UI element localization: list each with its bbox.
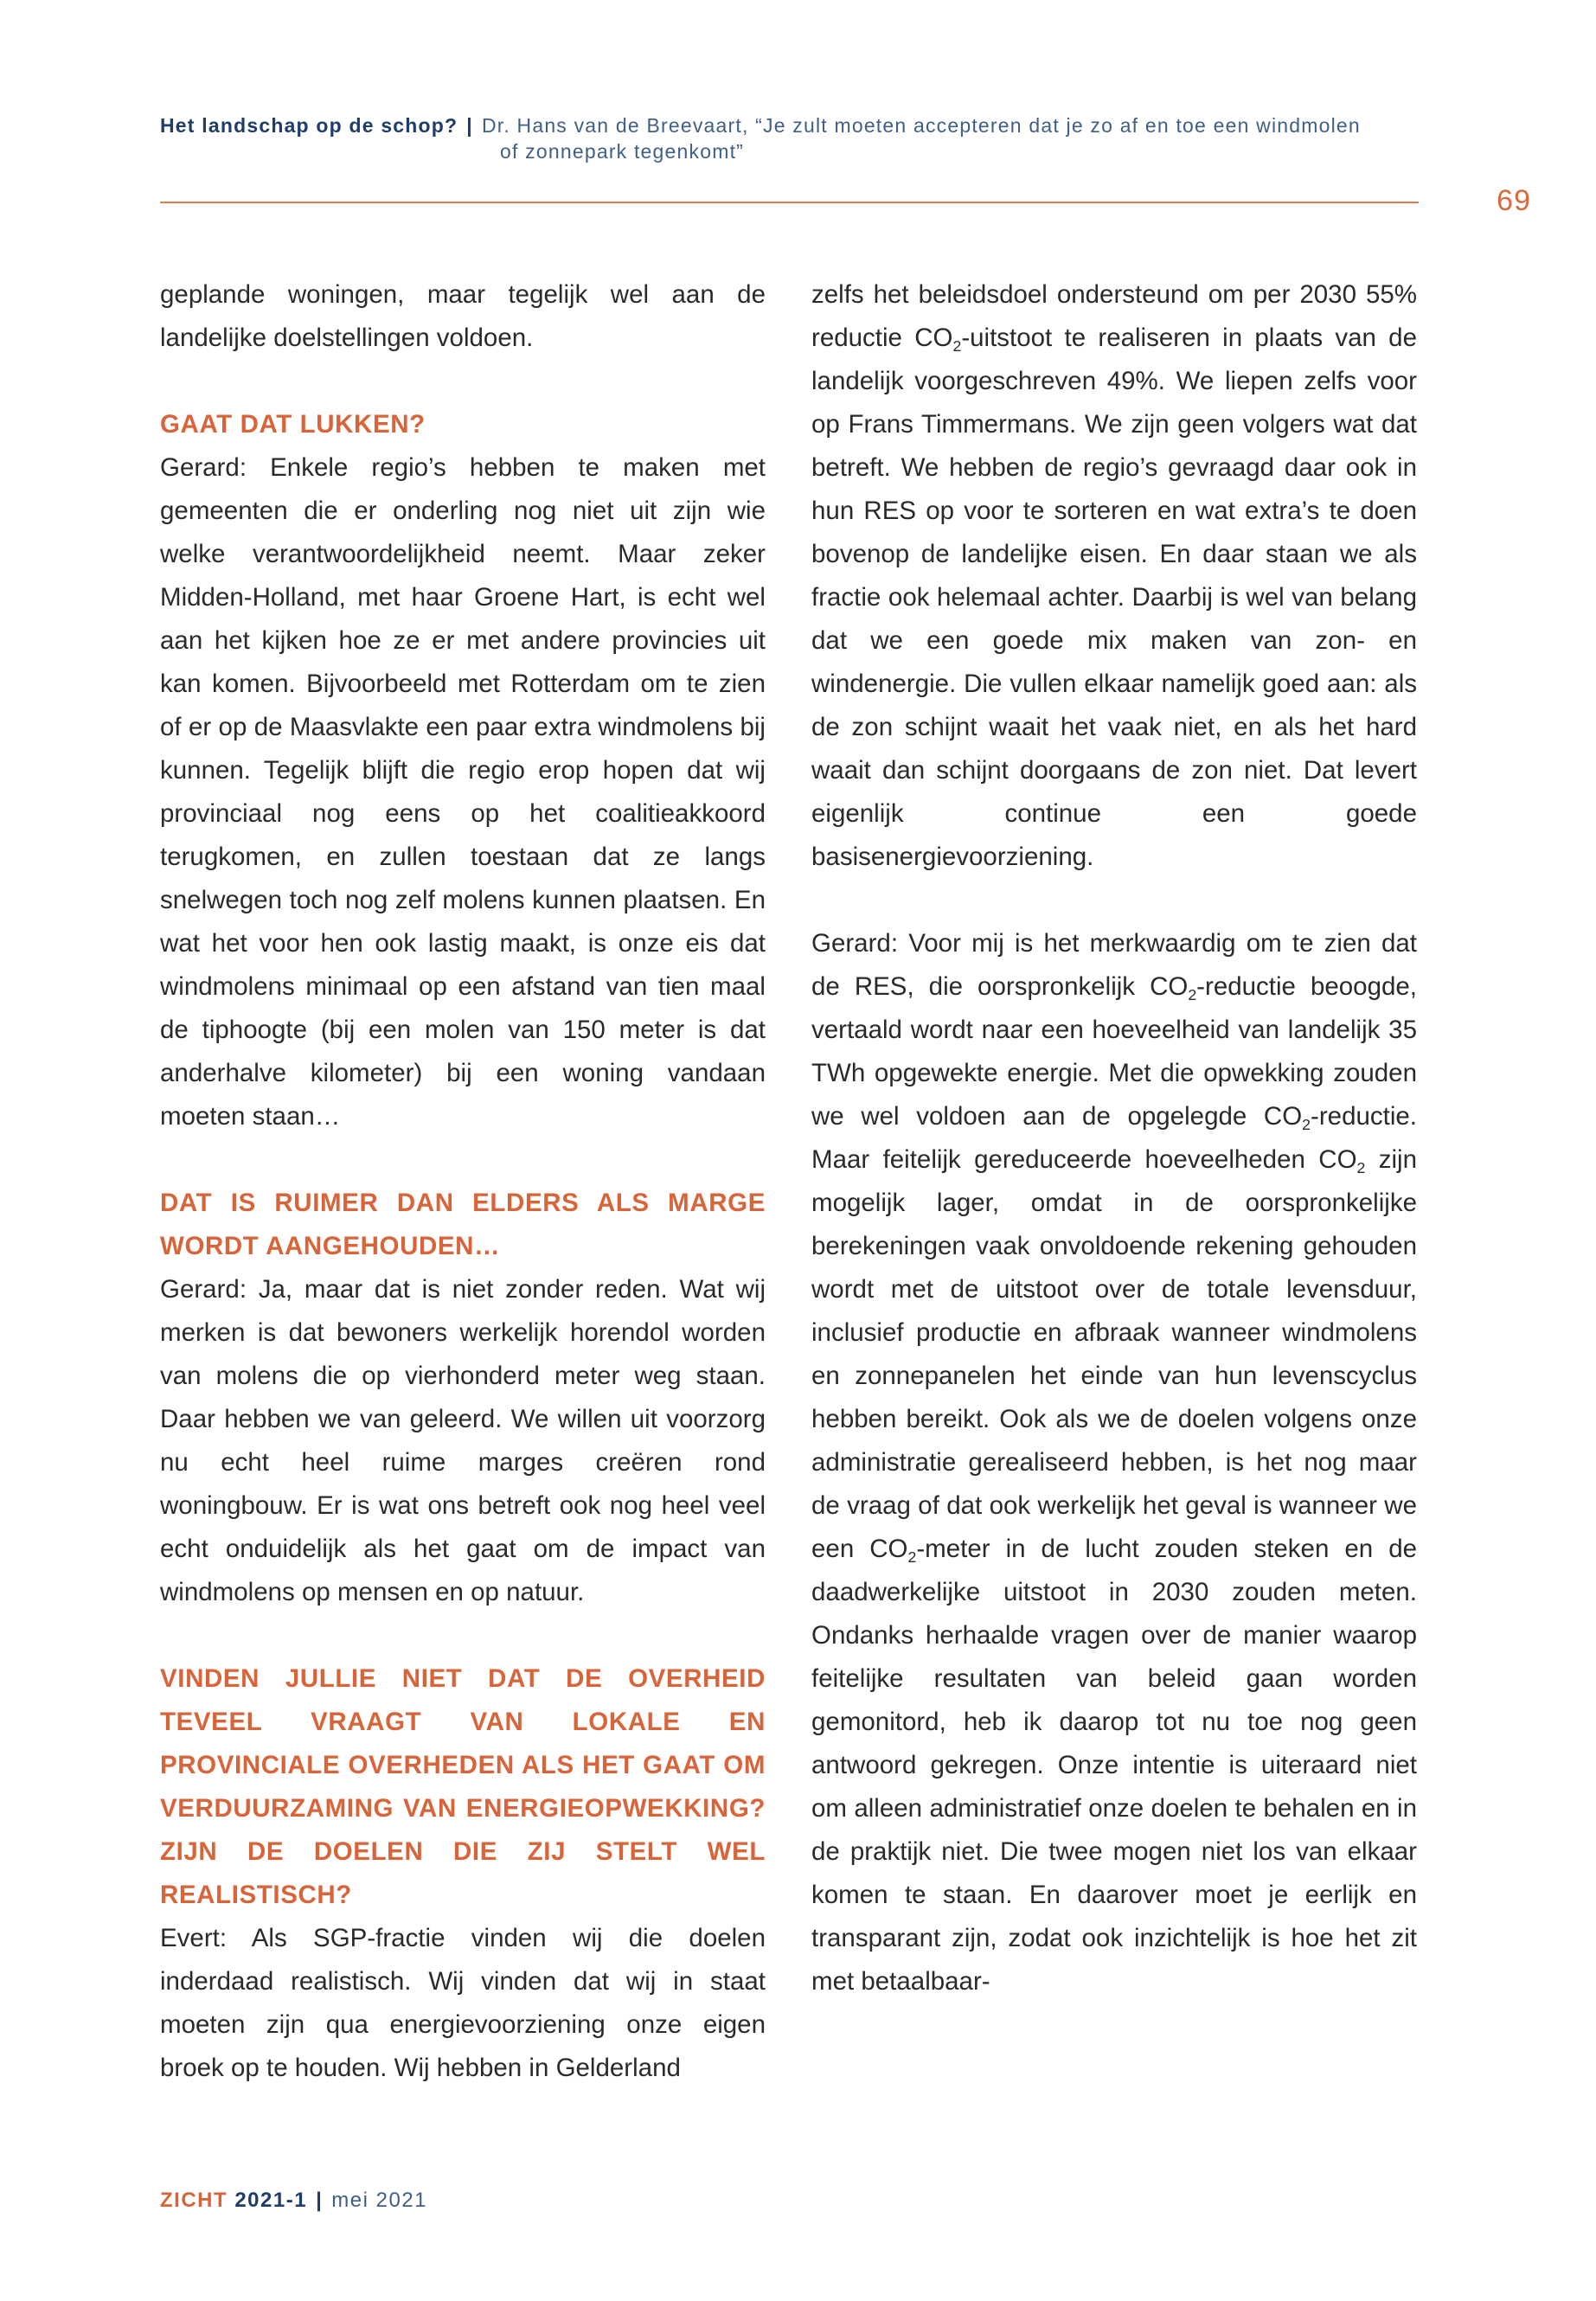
footer xyxy=(160,2189,427,2213)
issue-date: mei 2021 xyxy=(331,2189,428,2212)
header-line-1 xyxy=(160,112,1414,138)
paragraph: Evert: Als SGP-fractie vinden wij die doelen inderdaad realistisch. Wij vinden dat wij in staat moeten zijn qua energievoorziening onze eigen broek op te houden. Wij hebben in Gelderland xyxy=(160,1924,766,2082)
magazine-name: ZICHT xyxy=(160,2189,228,2212)
interview-question: DAT IS RUIMER DAN ELDERS ALS MARGE WORDT AANGEHOUDEN… xyxy=(160,1189,766,1260)
issue-number: 2021-1 xyxy=(234,2189,308,2212)
article-title-line-2: of zonnepark tegenkomt” xyxy=(500,140,745,163)
running-header xyxy=(160,112,1414,164)
page-number: 69 xyxy=(1497,184,1531,217)
paragraph: Gerard: Ja, maar dat is niet zonder reden. Wat wij merken is dat bewoners werkelijk horendol worden van molens die op vierhonderd meter weg staan. Daar hebben we van geleerd. We willen uit voorzorg nu echt heel ruime marges creëren rond woningbouw. Er is wat ons betreft ook nog heel veel echt onduidelijk als het gaat om de impact van windmolens op mensen en op natuur. xyxy=(160,1275,766,1606)
interview-question: VINDEN JULLIE NIET DAT DE OVERHEID TEVEEL VRAAGT VAN LOKALE EN PROVINCIALE OVERHEDEN ALS HET GAAT OM VERDUURZAMING VAN ENERGIEOPWEKKING? ZIJN DE DOELEN DIE ZIJ STELT WEL REALISTISCH? xyxy=(160,1664,766,1909)
footer-separator: | xyxy=(316,2189,324,2212)
article-title: Dr. Hans van de Breevaart, “Je zult moeten accepteren dat je zo af en toe een windmolen xyxy=(481,114,1361,137)
column-left xyxy=(160,273,766,2090)
header-rule xyxy=(160,202,1419,203)
series-title: Het landschap op de schop? xyxy=(160,114,458,137)
paragraph: zelfs het beleidsdoel ondersteund om per 2030 55% reductie $CO_2$-uitstoot te realiseren in plaats van de landelijk voorgeschreven 49%. We liepen zelfs voor op Frans Timmermans. We zijn geen volgers wat dat betreft. We hebben de regio’s gevraagd daar ook in hun RES op voor te sorteren en wat extra’s te doen bovenop de landelijke eisen. En daar staan we als fractie ook helemaal achter. Daarbij is wel van belang dat we een goede mix maken van zon- en windenergie. Die vullen elkaar namelijk goed aan: als de zon schijnt waait het vaak niet, en als het hard waait dan schijnt doorgaans de zon niet. Dat levert eigenlijk continue een goede basisenergievoorziening. xyxy=(811,280,1417,871)
paragraph: Gerard: Enkele regio’s hebben te maken met gemeenten die er onderling nog niet uit zijn wie welke verantwoordelijkheid neemt. Maar zeker Midden-Holland, met haar Groene Hart, is echt wel aan het kijken hoe ze er met andere provincies uit kan komen. Bijvoorbeeld met Rotterdam om te zien of er op de Maasvlakte een paar extra windmolens bij kunnen. Tegelijk blijft die regio erop hopen dat wij provinciaal nog eens op het coalitieakkoord terugkomen, en zullen toestaan dat ze langs snelwegen toch nog zelf molens kunnen plaatsen. En wat het voor hen ook lastig maakt, is onze eis dat windmolens minimaal op een afstand van tien maal de tiphoogte (bij een molen van 150 meter is dat anderhalve kilometer) bij een woning vandaan moeten staan… xyxy=(160,453,766,1131)
paragraph: geplande woningen, maar tegelijk wel aan de landelijke doelstellingen voldoen. xyxy=(160,280,766,352)
interview-question: GAAT DAT LUKKEN? xyxy=(160,410,426,439)
column-right xyxy=(811,273,1417,2003)
header-separator: | xyxy=(466,114,473,137)
paragraph: Gerard: Voor mij is het merkwaardig om te zien dat de RES, die oorspronkelijk $CO_2$-reductie beoogde, vertaald wordt naar een hoeveelheid van landelijk 35 TWh opgewekte energie. Met die opwekking zouden we wel voldoen aan de opgelegde $CO_2$-reductie. Maar feitelijk gereduceerde hoeveelheden $CO_2$ zijn mogelijk lager, omdat in de oorspronkelijke berekeningen vaak onvoldoende rekening gehouden wordt met de uitstoot over de totale levensduur, inclusief productie en afbraak wanneer windmolens en zonnepanelen het einde van hun levenscyclus hebben bereikt. Ook als we de doelen volgens onze administratie gerealiseerd hebben, is het nog maar de vraag of dat ook werkelijk het geval is wanneer we een $CO_2$-meter in de lucht zouden steken en de daadwerkelijke uitstoot in 2030 zouden meten. Ondanks herhaalde vragen over de manier waarop feitelijke resultaten van beleid gaan worden gemonitord, heb ik daarop tot nu toe nog geen antwoord gekregen. Onze intentie is uiteraard niet om alleen administratief onze doelen te behalen en in de praktijk niet. Die twee mogen niet los van elkaar komen te staan. En daarover moet je eerlijk en transparant zijn, zodat ook inzichtelijk is hoe het zit met betaalbaar- xyxy=(811,929,1418,1996)
